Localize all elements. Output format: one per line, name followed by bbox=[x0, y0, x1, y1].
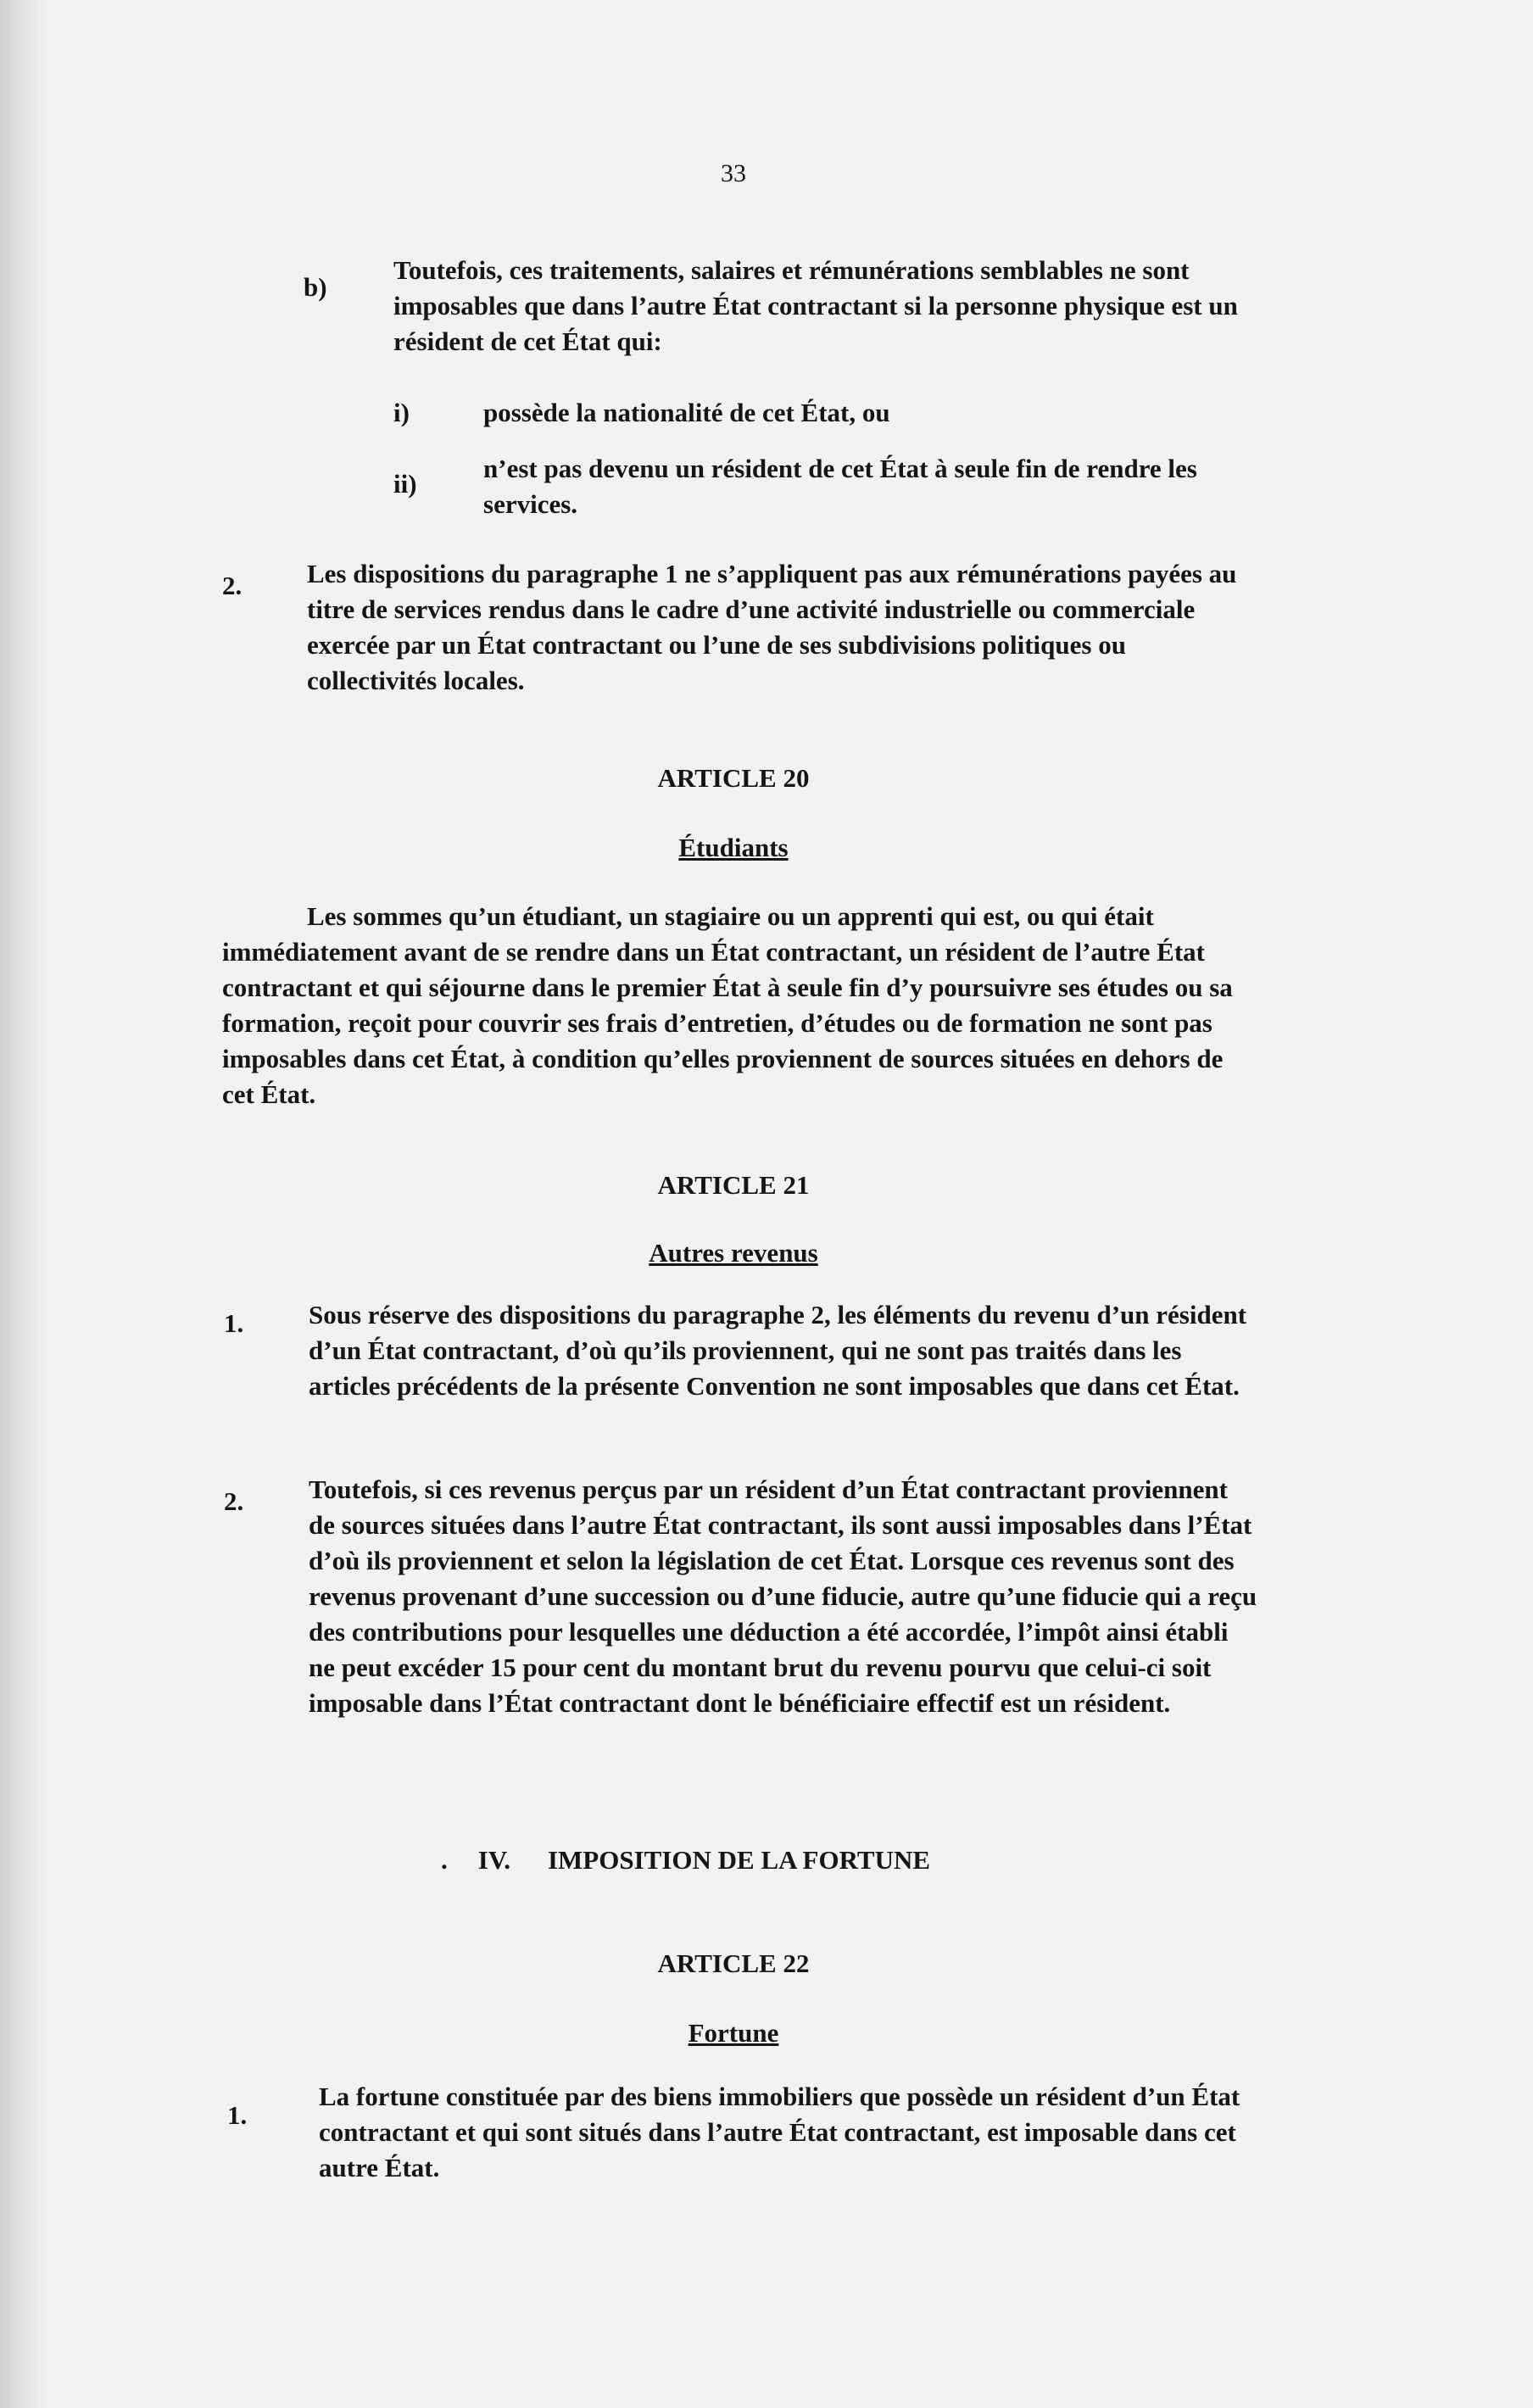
article-22-heading: ARTICLE 22 bbox=[657, 1948, 810, 1978]
article-20-title-text: Étudiants bbox=[678, 833, 789, 862]
article-21-para-1-label: 1. bbox=[224, 1308, 244, 1338]
para-2-text: Les dispositions du paragraphe 1 ne s’appliquent pas aux rémunérations payées au titre de services rendus dans le cadre d’une activité industrielle ou commerciale exercée par un État contractant ou l’une de ses subdivisions politiques ou collectivités locales. bbox=[307, 559, 1237, 695]
item-ii-label: ii) bbox=[393, 469, 417, 499]
article-21-title bbox=[0, 1238, 1467, 1268]
article-20-title bbox=[0, 833, 1467, 863]
part-iv-dot: . bbox=[441, 1845, 448, 1875]
article-22-title-text: Fortune bbox=[688, 2018, 779, 2048]
article-20-heading: ARTICLE 20 bbox=[657, 763, 810, 793]
part-iv-number: IV. bbox=[477, 1845, 510, 1875]
para-b-text: Toutefois, ces traitements, salaires et rémunérations semblables ne sont imposables que dans l’autre État contractant si la personne physique est un résident de cet État qui: bbox=[393, 255, 1238, 356]
item-i-text: possède la nationalité de cet État, ou bbox=[483, 398, 890, 427]
article-21-title-text: Autres revenus bbox=[649, 1238, 818, 1268]
para-2-label: 2. bbox=[222, 571, 242, 600]
article-21-para-2-label: 2. bbox=[224, 1486, 244, 1516]
item-ii-text: n’est pas devenu un résident de cet État à seule fin de rendre les services. bbox=[483, 454, 1197, 519]
article-22-title bbox=[0, 2018, 1467, 2048]
item-i-label: i) bbox=[393, 398, 410, 427]
part-iv-heading: IMPOSITION DE LA FORTUNE bbox=[547, 1845, 931, 1875]
para-b-label: b) bbox=[304, 272, 327, 302]
article-21-para-2-text: Toutefois, si ces revenus perçus par un résident d’un État contractant proviennent de sources situées dans l’autre État contractant, ils sont aussi imposables dans l’État d’où ils proviennent et selon la législation de cet État. Lorsque ces revenus sont des revenus provenant d’une succession ou d’une fiducie, autre qu’une fiducie qui a reçu des contributions pour lesquelles une déduction a été accordée, l’impôt ainsi établi ne peut excéder 15 pour cent du montant brut du revenu pourvu que celui-ci soit imposable dans l’État contractant dont le bénéficiaire effectif est un résident. bbox=[309, 1474, 1257, 1718]
article-21-heading: ARTICLE 21 bbox=[657, 1170, 810, 1200]
article-21-para-1-text: Sous réserve des dispositions du paragraphe 2, les éléments du revenu d’un résident d’un État contractant, d’où qu’ils proviennent, qui ne sont pas traités dans les articles précédents de la présente Convention ne sont imposables que dans cet État. bbox=[309, 1300, 1247, 1401]
part-iv-title bbox=[441, 1845, 930, 1876]
article-22-para-1-text: La fortune constituée par des biens immobiliers que possède un résident d’un État contractant et qui sont situés dans l’autre État contractant, est imposable dans cet autre État. bbox=[319, 2082, 1240, 2182]
article-22-para-1-label: 1. bbox=[227, 2100, 248, 2130]
article-20-text: Les sommes qu’un étudiant, un stagiaire ou un apprenti qui est, ou qui était immédiatement avant de se rendre dans un État contractant, un résident de l’autre État contractant et qui séjourne dans le premier État à seule fin d’y poursuivre ses études ou sa formation, reçoit pour couvrir ses frais d’entretien, d’études ou de formation ne sont pas imposables dans cet État, à condition qu’elles proviennent de sources situées en dehors de cet État. bbox=[222, 901, 1233, 1109]
page-number: 33 bbox=[721, 159, 746, 187]
